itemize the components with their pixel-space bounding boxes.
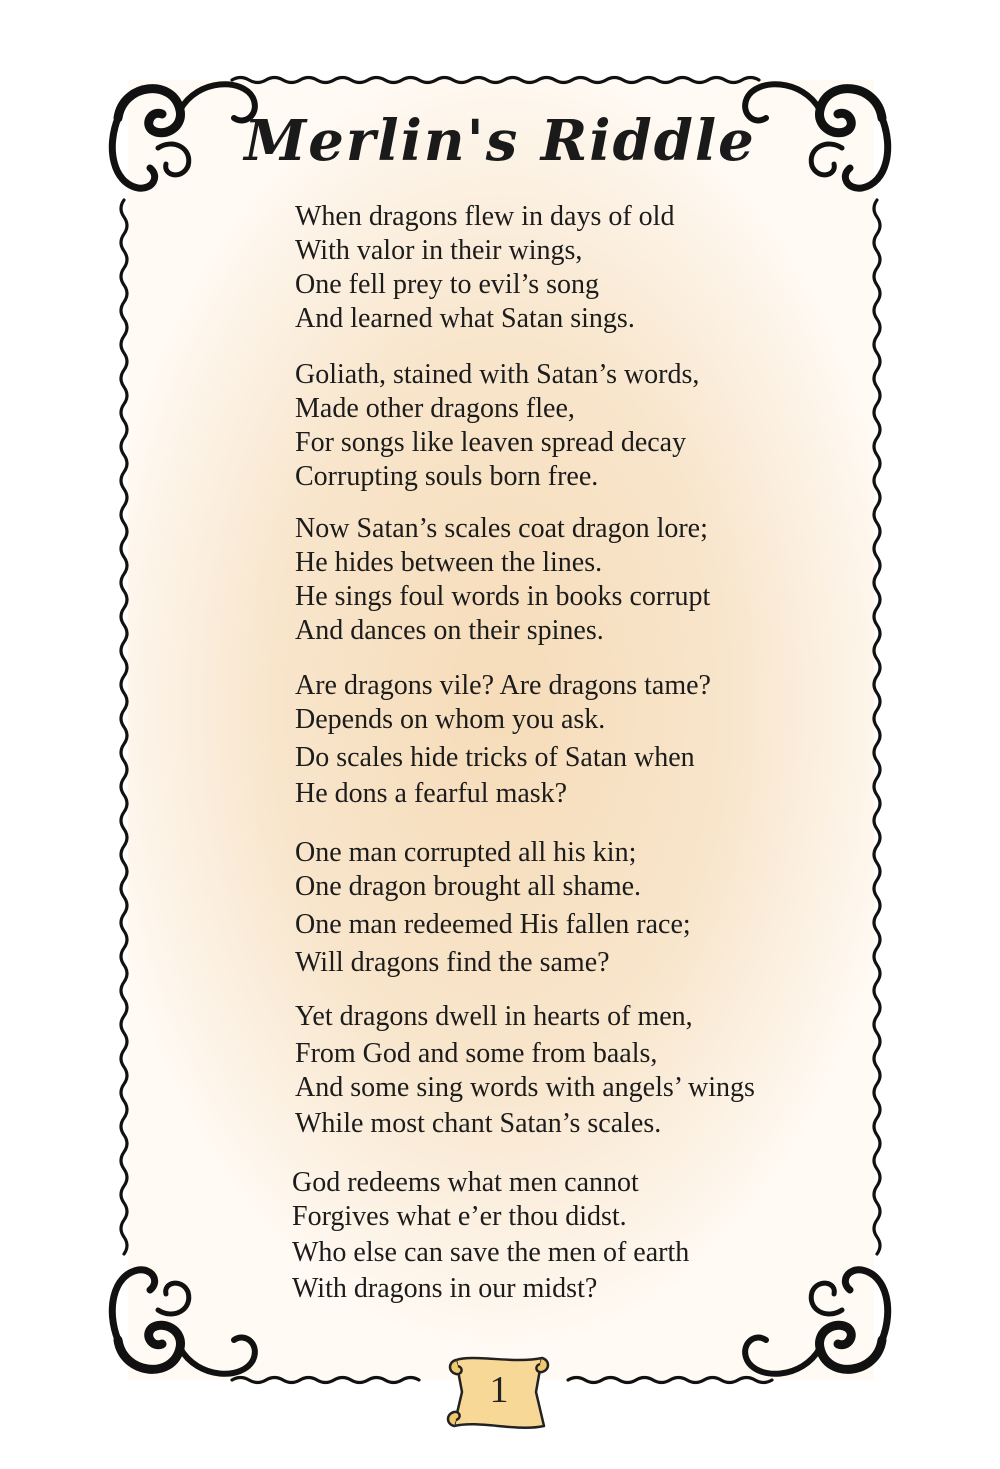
poem-line: When dragons flew in days of old <box>295 201 675 232</box>
poem-line: God redeems what men cannot <box>292 1167 639 1198</box>
poem-line: Goliath, stained with Satan’s words, <box>295 359 700 390</box>
bottom-right-border-wave <box>568 1378 772 1383</box>
stanza-3 <box>295 512 855 648</box>
poem-line: Will dragons find the same? <box>295 947 610 978</box>
poem-line: Now Satan’s scales coat dragon lore; <box>295 513 708 544</box>
poem-line: He sings foul words in books corrupt <box>295 581 711 612</box>
poem-line: And dances on their spines. <box>295 615 604 646</box>
poem-line: Yet dragons dwell in hearts of men, <box>295 1001 693 1032</box>
poem-line: For songs like leaven spread decay <box>295 427 687 458</box>
poem-line: Do scales hide tricks of Satan when <box>295 742 695 773</box>
stanza-4 <box>295 669 855 811</box>
poem-line: He dons a fearful mask? <box>295 778 568 809</box>
poem-line: One man redeemed His fallen race; <box>295 909 691 940</box>
stanza-5 <box>295 836 855 980</box>
poem-line: One man corrupted all his kin; <box>295 837 637 868</box>
poem-line: Are dragons vile? Are dragons tame? <box>295 670 711 701</box>
poem-line: Corrupting souls born free. <box>295 461 599 492</box>
top-border-wave <box>232 78 759 83</box>
poem-line: One fell prey to evil’s song <box>295 269 600 300</box>
swirl-ornament-bottom-left <box>112 1270 255 1374</box>
poem-line: With valor in their wings, <box>295 235 583 266</box>
poem-line: And some sing words with angels’ wings <box>295 1072 755 1103</box>
poem-line: From God and some from baals, <box>295 1038 658 1069</box>
poem-line: He hides between the lines. <box>295 547 603 578</box>
bottom-left-border-wave <box>232 1378 419 1383</box>
stanza-6 <box>295 1000 855 1141</box>
poem-line: Who else can save the men of earth <box>292 1237 690 1268</box>
poem-line: Depends on whom you ask. <box>295 704 606 735</box>
poem-line: One dragon brought all shame. <box>295 871 642 902</box>
stanza-7 <box>292 1166 852 1306</box>
poem-line: Made other dragons flee, <box>295 393 575 424</box>
stanza-2 <box>295 358 855 494</box>
stanza-1 <box>295 200 855 336</box>
page-number: 1 <box>489 1369 509 1411</box>
right-border-wave <box>874 200 880 1254</box>
page-number-banner <box>444 1352 554 1432</box>
page-title: Merlin's Riddle <box>244 108 756 174</box>
poem-line: Forgives what e’er thou didst. <box>292 1201 627 1232</box>
poem-line: While most chant Satan’s scales. <box>295 1108 662 1139</box>
poem-line: With dragons in our midst? <box>292 1273 598 1304</box>
left-border-wave <box>121 200 127 1254</box>
poem-line: And learned what Satan sings. <box>295 303 635 334</box>
